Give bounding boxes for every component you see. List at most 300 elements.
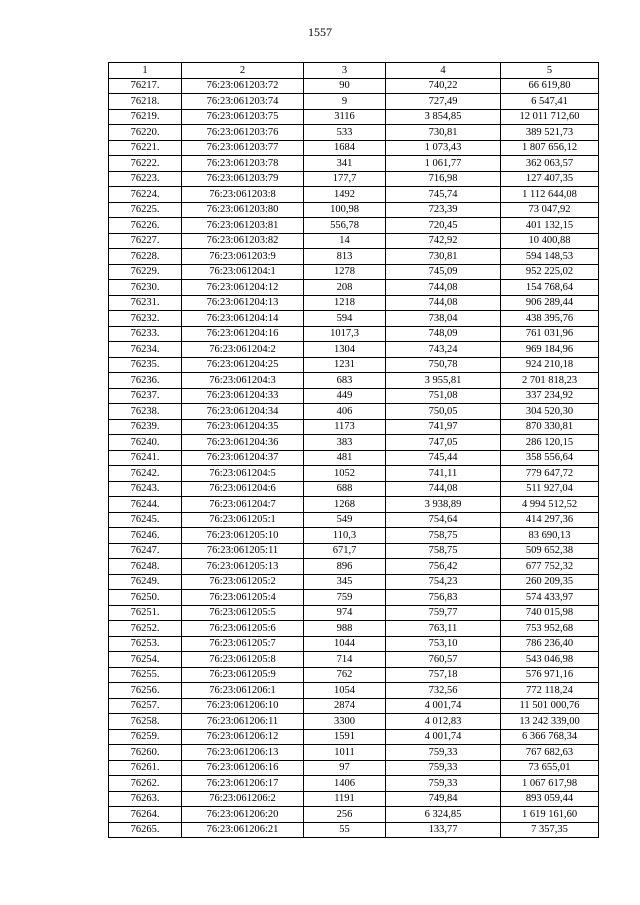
table-cell: 10 400,88 <box>501 233 599 249</box>
table-cell: 1 067 617,98 <box>501 776 599 792</box>
table-cell: 76:23:061204:3 <box>182 373 304 389</box>
table-cell: 76234. <box>109 342 182 358</box>
table-cell: 481 <box>304 450 386 466</box>
table-cell: 1044 <box>304 636 386 652</box>
table-cell: 76231. <box>109 295 182 311</box>
table-cell: 745,09 <box>386 264 501 280</box>
table-cell: 1278 <box>304 264 386 280</box>
table-cell: 76:23:061203:80 <box>182 202 304 218</box>
table-cell: 76:23:061204:12 <box>182 280 304 296</box>
table-cell: 1 807 656,12 <box>501 140 599 156</box>
table-cell: 738,04 <box>386 311 501 327</box>
table-cell: 76229. <box>109 264 182 280</box>
table-cell: 677 752,32 <box>501 559 599 575</box>
table-cell: 100,98 <box>304 202 386 218</box>
table-cell: 1 619 161,60 <box>501 807 599 823</box>
page-number: 1557 <box>308 25 332 39</box>
column-header: 4 <box>386 63 501 79</box>
table-cell: 76245. <box>109 512 182 528</box>
table-cell: 76217. <box>109 78 182 94</box>
table-cell: 76259. <box>109 729 182 745</box>
table-row <box>109 109 599 125</box>
table-cell: 744,08 <box>386 481 501 497</box>
table-cell: 870 330,81 <box>501 419 599 435</box>
table-cell: 76:23:061204:2 <box>182 342 304 358</box>
table-cell: 509 652,38 <box>501 543 599 559</box>
table-cell: 756,42 <box>386 559 501 575</box>
table-cell: 4 994 512,52 <box>501 497 599 513</box>
table-cell: 760,57 <box>386 652 501 668</box>
table-cell: 1406 <box>304 776 386 792</box>
table-cell: 76253. <box>109 636 182 652</box>
table-cell: 76260. <box>109 745 182 761</box>
table-cell: 66 619,80 <box>501 78 599 94</box>
table-cell: 76250. <box>109 590 182 606</box>
table-cell: 76242. <box>109 466 182 482</box>
table-cell: 76251. <box>109 605 182 621</box>
column-header: 2 <box>182 63 304 79</box>
table-cell: 76244. <box>109 497 182 513</box>
table-cell: 745,74 <box>386 187 501 203</box>
table-cell: 73 047,92 <box>501 202 599 218</box>
table-cell: 1304 <box>304 342 386 358</box>
table-row <box>109 156 599 172</box>
table-row <box>109 326 599 342</box>
table-cell: 750,78 <box>386 357 501 373</box>
table-cell: 414 297,36 <box>501 512 599 528</box>
table-row <box>109 373 599 389</box>
table-cell: 76237. <box>109 388 182 404</box>
table-cell: 12 011 712,60 <box>501 109 599 125</box>
table-cell: 742,92 <box>386 233 501 249</box>
table-cell: 76257. <box>109 698 182 714</box>
table-cell: 76:23:061206:16 <box>182 760 304 776</box>
table-cell: 449 <box>304 388 386 404</box>
table-cell: 76:23:061206:13 <box>182 745 304 761</box>
table-cell: 671,7 <box>304 543 386 559</box>
table-cell: 749,84 <box>386 791 501 807</box>
header-row <box>109 63 599 79</box>
table-cell: 13 242 339,00 <box>501 714 599 730</box>
table-cell: 76:23:061203:72 <box>182 78 304 94</box>
table-row <box>109 218 599 234</box>
table-cell: 345 <box>304 574 386 590</box>
table-cell: 76:23:061205:6 <box>182 621 304 637</box>
table-cell: 6 324,85 <box>386 807 501 823</box>
table-cell: 1684 <box>304 140 386 156</box>
table-cell: 341 <box>304 156 386 172</box>
table-row <box>109 698 599 714</box>
table-row <box>109 94 599 110</box>
table-cell: 76:23:061203:75 <box>182 109 304 125</box>
table-cell: 76239. <box>109 419 182 435</box>
table-cell: 76:23:061206:17 <box>182 776 304 792</box>
table-cell: 779 647,72 <box>501 466 599 482</box>
table-cell: 740,22 <box>386 78 501 94</box>
table-row <box>109 264 599 280</box>
table-row <box>109 636 599 652</box>
table-cell: 76:23:061204:25 <box>182 357 304 373</box>
table-cell: 76265. <box>109 822 182 838</box>
table-row <box>109 187 599 203</box>
table-cell: 741,97 <box>386 419 501 435</box>
table-row <box>109 388 599 404</box>
table-row <box>109 512 599 528</box>
table-row <box>109 683 599 699</box>
table-cell: 55 <box>304 822 386 838</box>
table-cell: 76238. <box>109 404 182 420</box>
table-cell: 76:23:061205:4 <box>182 590 304 606</box>
table-cell: 732,56 <box>386 683 501 699</box>
table-cell: 11 501 000,76 <box>501 698 599 714</box>
table-cell: 383 <box>304 435 386 451</box>
table-cell: 759,33 <box>386 745 501 761</box>
table-cell: 76:23:061204:16 <box>182 326 304 342</box>
table-cell: 76:23:061204:1 <box>182 264 304 280</box>
table-cell: 76255. <box>109 667 182 683</box>
table-row <box>109 311 599 327</box>
table-row <box>109 729 599 745</box>
table-row <box>109 202 599 218</box>
table-cell: 7 357,35 <box>501 822 599 838</box>
table-cell: 76256. <box>109 683 182 699</box>
table-row <box>109 745 599 761</box>
table-cell: 76:23:061203:76 <box>182 125 304 141</box>
table-cell: 73 655,01 <box>501 760 599 776</box>
table-cell: 76235. <box>109 357 182 373</box>
table-cell: 1 061,77 <box>386 156 501 172</box>
table-cell: 4 001,74 <box>386 729 501 745</box>
table-cell: 76:23:061205:5 <box>182 605 304 621</box>
table-cell: 723,39 <box>386 202 501 218</box>
table-row <box>109 652 599 668</box>
table-cell: 76:23:061204:36 <box>182 435 304 451</box>
column-header: 5 <box>501 63 599 79</box>
table-row <box>109 466 599 482</box>
table-cell: 6 366 768,34 <box>501 729 599 745</box>
table-cell: 76241. <box>109 450 182 466</box>
table-cell: 896 <box>304 559 386 575</box>
table-cell: 741,11 <box>386 466 501 482</box>
table-cell: 786 236,40 <box>501 636 599 652</box>
table-cell: 969 184,96 <box>501 342 599 358</box>
table-cell: 406 <box>304 404 386 420</box>
table-cell: 759,33 <box>386 760 501 776</box>
table-cell: 76218. <box>109 94 182 110</box>
table-cell: 1 112 644,08 <box>501 187 599 203</box>
table-cell: 763,11 <box>386 621 501 637</box>
table-cell: 4 012,83 <box>386 714 501 730</box>
table-cell: 76232. <box>109 311 182 327</box>
table-cell: 256 <box>304 807 386 823</box>
table-cell: 3300 <box>304 714 386 730</box>
table-cell: 337 234,92 <box>501 388 599 404</box>
table-cell: 743,24 <box>386 342 501 358</box>
table-cell: 76247. <box>109 543 182 559</box>
table-row <box>109 233 599 249</box>
table-cell: 1191 <box>304 791 386 807</box>
table-cell: 76:23:061204:34 <box>182 404 304 420</box>
table-cell: 438 395,76 <box>501 311 599 327</box>
table-cell: 76:23:061206:1 <box>182 683 304 699</box>
table-cell: 714 <box>304 652 386 668</box>
table-cell: 758,75 <box>386 528 501 544</box>
table-cell: 759 <box>304 590 386 606</box>
table-cell: 952 225,02 <box>501 264 599 280</box>
table-cell: 4 001,74 <box>386 698 501 714</box>
column-header: 3 <box>304 63 386 79</box>
table-cell: 76:23:061205:11 <box>182 543 304 559</box>
table-cell: 110,3 <box>304 528 386 544</box>
table-cell: 745,44 <box>386 450 501 466</box>
table-header <box>109 63 599 79</box>
table-cell: 974 <box>304 605 386 621</box>
table-row <box>109 140 599 156</box>
table-cell: 762 <box>304 667 386 683</box>
table-cell: 177,7 <box>304 171 386 187</box>
table-cell: 76:23:061206:11 <box>182 714 304 730</box>
table-row <box>109 590 599 606</box>
table-cell: 76:23:061206:10 <box>182 698 304 714</box>
table-cell: 389 521,73 <box>501 125 599 141</box>
table-cell: 730,81 <box>386 125 501 141</box>
table-cell: 260 209,35 <box>501 574 599 590</box>
table-cell: 76:23:061206:2 <box>182 791 304 807</box>
table-cell: 759,77 <box>386 605 501 621</box>
table-cell: 549 <box>304 512 386 528</box>
table-cell: 76:23:061204:13 <box>182 295 304 311</box>
table-cell: 154 768,64 <box>501 280 599 296</box>
table-row <box>109 171 599 187</box>
table-cell: 76230. <box>109 280 182 296</box>
table-cell: 1054 <box>304 683 386 699</box>
table-cell: 751,08 <box>386 388 501 404</box>
table-row <box>109 776 599 792</box>
table-cell: 753,10 <box>386 636 501 652</box>
table-cell: 924 210,18 <box>501 357 599 373</box>
table-cell: 761 031,96 <box>501 326 599 342</box>
table-cell: 76:23:061205:8 <box>182 652 304 668</box>
table-cell: 76:23:061204:6 <box>182 481 304 497</box>
table-cell: 813 <box>304 249 386 265</box>
table-cell: 76226. <box>109 218 182 234</box>
table-cell: 76264. <box>109 807 182 823</box>
table-cell: 76252. <box>109 621 182 637</box>
table-cell: 90 <box>304 78 386 94</box>
table-cell: 3 938,89 <box>386 497 501 513</box>
table-row <box>109 497 599 513</box>
table-cell: 76:23:061203:9 <box>182 249 304 265</box>
table-row <box>109 419 599 435</box>
table-cell: 76:23:061206:21 <box>182 822 304 838</box>
table-row <box>109 125 599 141</box>
table-row <box>109 528 599 544</box>
table-cell: 756,83 <box>386 590 501 606</box>
table-row <box>109 342 599 358</box>
table-cell: 76:23:061206:20 <box>182 807 304 823</box>
table-cell: 358 556,64 <box>501 450 599 466</box>
table-cell: 3 955,81 <box>386 373 501 389</box>
table-cell: 76219. <box>109 109 182 125</box>
table-cell: 753 952,68 <box>501 621 599 637</box>
table-cell: 76:23:061203:79 <box>182 171 304 187</box>
table-cell: 76:23:061203:77 <box>182 140 304 156</box>
table-cell: 730,81 <box>386 249 501 265</box>
table-cell: 76:23:061204:7 <box>182 497 304 513</box>
table-cell: 76246. <box>109 528 182 544</box>
table-cell: 9 <box>304 94 386 110</box>
table-cell: 744,08 <box>386 295 501 311</box>
table-cell: 76:23:061204:14 <box>182 311 304 327</box>
table-body <box>109 78 599 838</box>
column-header: 1 <box>109 63 182 79</box>
table-cell: 576 971,16 <box>501 667 599 683</box>
table-cell: 574 433,97 <box>501 590 599 606</box>
table-cell: 76258. <box>109 714 182 730</box>
table-cell: 754,64 <box>386 512 501 528</box>
table-cell: 2 701 818,23 <box>501 373 599 389</box>
table-cell: 208 <box>304 280 386 296</box>
table-row <box>109 481 599 497</box>
table-row <box>109 621 599 637</box>
table-cell: 76248. <box>109 559 182 575</box>
table-cell: 76:23:061203:8 <box>182 187 304 203</box>
table-cell: 594 148,53 <box>501 249 599 265</box>
table-row <box>109 605 599 621</box>
table-row <box>109 450 599 466</box>
table-cell: 76261. <box>109 760 182 776</box>
table-cell: 76:23:061203:81 <box>182 218 304 234</box>
table-cell: 76249. <box>109 574 182 590</box>
table-cell: 1268 <box>304 497 386 513</box>
table-cell: 76:23:061203:82 <box>182 233 304 249</box>
table-row <box>109 667 599 683</box>
table-cell: 757,18 <box>386 667 501 683</box>
table-cell: 744,08 <box>386 280 501 296</box>
table-cell: 76262. <box>109 776 182 792</box>
table-cell: 76243. <box>109 481 182 497</box>
table-cell: 76:23:061205:2 <box>182 574 304 590</box>
table-row <box>109 791 599 807</box>
table-row <box>109 404 599 420</box>
table-row <box>109 357 599 373</box>
table-cell: 759,33 <box>386 776 501 792</box>
table-cell: 727,49 <box>386 94 501 110</box>
table-row <box>109 822 599 838</box>
table-cell: 97 <box>304 760 386 776</box>
table-cell: 1 073,43 <box>386 140 501 156</box>
table-row <box>109 760 599 776</box>
table-row <box>109 78 599 94</box>
table-cell: 76263. <box>109 791 182 807</box>
table-cell: 688 <box>304 481 386 497</box>
table-cell: 76:23:061203:78 <box>182 156 304 172</box>
table-cell: 76:23:061205:1 <box>182 512 304 528</box>
table-cell: 76220. <box>109 125 182 141</box>
table-cell: 683 <box>304 373 386 389</box>
table-cell: 3116 <box>304 109 386 125</box>
table-cell: 76221. <box>109 140 182 156</box>
table-cell: 133,77 <box>386 822 501 838</box>
table-cell: 76:23:061205:10 <box>182 528 304 544</box>
table-cell: 76240. <box>109 435 182 451</box>
table-cell: 556,78 <box>304 218 386 234</box>
table-row <box>109 559 599 575</box>
table-cell: 1011 <box>304 745 386 761</box>
data-table <box>108 62 599 838</box>
table-cell: 76:23:061205:9 <box>182 667 304 683</box>
table-cell: 362 063,57 <box>501 156 599 172</box>
table-cell: 401 132,15 <box>501 218 599 234</box>
table-cell: 76236. <box>109 373 182 389</box>
table-cell: 76:23:061203:74 <box>182 94 304 110</box>
table-row <box>109 714 599 730</box>
table-cell: 720,45 <box>386 218 501 234</box>
table-cell: 1052 <box>304 466 386 482</box>
table-cell: 750,05 <box>386 404 501 420</box>
table-cell: 511 927,04 <box>501 481 599 497</box>
table-row <box>109 280 599 296</box>
table-cell: 83 690,13 <box>501 528 599 544</box>
table-cell: 740 015,98 <box>501 605 599 621</box>
table-row <box>109 807 599 823</box>
table-cell: 2874 <box>304 698 386 714</box>
table-cell: 748,09 <box>386 326 501 342</box>
table-row <box>109 574 599 590</box>
table-cell: 286 120,15 <box>501 435 599 451</box>
table-cell: 594 <box>304 311 386 327</box>
table-cell: 1173 <box>304 419 386 435</box>
table-cell: 1218 <box>304 295 386 311</box>
table-cell: 76228. <box>109 249 182 265</box>
table-row <box>109 543 599 559</box>
table-cell: 76224. <box>109 187 182 203</box>
table-cell: 76:23:061204:37 <box>182 450 304 466</box>
table-cell: 6 547,41 <box>501 94 599 110</box>
table-cell: 76:23:061204:33 <box>182 388 304 404</box>
table-cell: 76225. <box>109 202 182 218</box>
table-row <box>109 435 599 451</box>
table-cell: 1231 <box>304 357 386 373</box>
table-cell: 543 046,98 <box>501 652 599 668</box>
table-cell: 767 682,63 <box>501 745 599 761</box>
table-cell: 304 520,30 <box>501 404 599 420</box>
table-cell: 988 <box>304 621 386 637</box>
table-cell: 76223. <box>109 171 182 187</box>
table-cell: 76222. <box>109 156 182 172</box>
table-cell: 76254. <box>109 652 182 668</box>
table-cell: 76:23:061205:13 <box>182 559 304 575</box>
table-cell: 1492 <box>304 187 386 203</box>
table-cell: 1591 <box>304 729 386 745</box>
table-row <box>109 295 599 311</box>
table-cell: 716,98 <box>386 171 501 187</box>
table-cell: 893 059,44 <box>501 791 599 807</box>
table-cell: 76227. <box>109 233 182 249</box>
table-cell: 1017,3 <box>304 326 386 342</box>
table-cell: 3 854,85 <box>386 109 501 125</box>
table-cell: 14 <box>304 233 386 249</box>
table-cell: 76:23:061204:35 <box>182 419 304 435</box>
table-cell: 533 <box>304 125 386 141</box>
table-cell: 76:23:061206:12 <box>182 729 304 745</box>
table-cell: 127 407,35 <box>501 171 599 187</box>
table-cell: 772 118,24 <box>501 683 599 699</box>
table-cell: 76233. <box>109 326 182 342</box>
table-cell: 758,75 <box>386 543 501 559</box>
table-cell: 906 289,44 <box>501 295 599 311</box>
table-row <box>109 249 599 265</box>
